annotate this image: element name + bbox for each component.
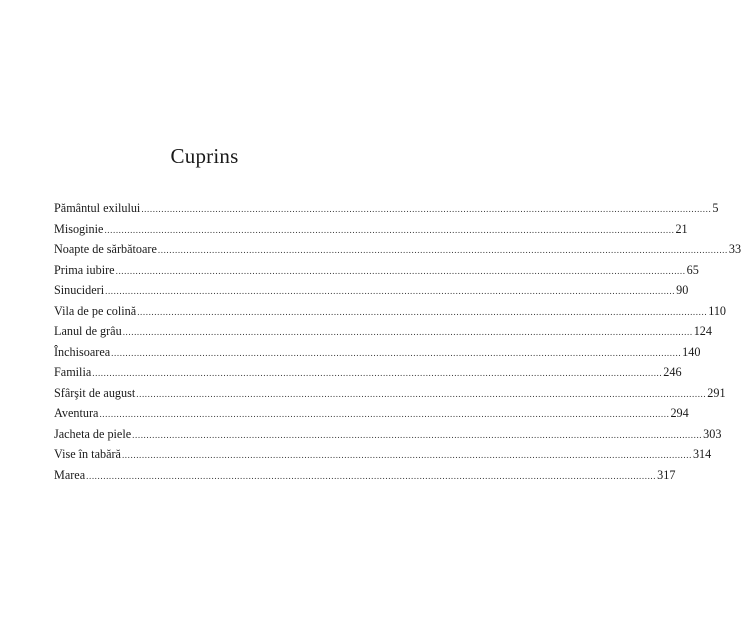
page-title: Cuprins bbox=[170, 144, 239, 168]
toc-entry-title: Familia bbox=[54, 365, 92, 379]
toc-entry-title: Pământul exilului bbox=[54, 201, 141, 215]
toc-entry-title: Prima iubire bbox=[54, 262, 115, 277]
toc-entry-title: Jacheta de piele bbox=[54, 426, 132, 441]
toc-entry-page: 291 bbox=[707, 385, 726, 400]
dot-leader: ........................................................................................................................................................................................................ bbox=[132, 429, 703, 440]
dot-leader: ........................................................................................................................................................................................................ bbox=[115, 265, 686, 276]
toc-entry bbox=[54, 362, 682, 383]
toc-entry bbox=[54, 424, 722, 445]
toc-entry-title: Noapte de sărbătoare bbox=[54, 242, 157, 256]
toc-entry-page: 317 bbox=[657, 467, 676, 482]
dot-leader: ........................................................................................................................................................................................................ bbox=[137, 306, 708, 317]
toc-entry-title: Vila de pe colină bbox=[54, 303, 137, 318]
toc-entry bbox=[54, 444, 712, 465]
toc-entry bbox=[54, 260, 699, 281]
toc-entry bbox=[54, 239, 741, 260]
toc-entry-title: Vise în tabără bbox=[54, 447, 121, 461]
toc-entry-page: 124 bbox=[693, 324, 712, 338]
dot-leader: ........................................................................................................................................................................................................ bbox=[105, 286, 676, 296]
dot-leader: ........................................................................................................................................................................................................ bbox=[111, 347, 682, 358]
dot-leader: ........................................................................................................................................................................................................ bbox=[141, 204, 712, 214]
toc-entry bbox=[54, 321, 712, 342]
dot-leader: ........................................................................................................................................................................................................ bbox=[99, 409, 670, 419]
dot-leader: ........................................................................................................................................................................................................ bbox=[157, 245, 728, 255]
toc-entry-title: Aventura bbox=[54, 406, 99, 420]
toc-entry-page: 5 bbox=[712, 201, 719, 215]
toc-entry-page: 246 bbox=[663, 365, 682, 379]
toc-entry-page: 65 bbox=[686, 262, 699, 277]
toc-entry-page: 294 bbox=[670, 406, 689, 420]
toc-entry bbox=[54, 301, 727, 322]
toc-entry-page: 140 bbox=[682, 344, 701, 359]
toc-entry-page: 314 bbox=[692, 447, 712, 461]
toc-entry bbox=[54, 280, 689, 301]
table-of-contents bbox=[54, 198, 741, 485]
toc-entry-title: Sinucideri bbox=[54, 283, 105, 297]
toc-entry-title: Marea bbox=[54, 467, 86, 482]
dot-leader: ........................................................................................................................................................................................................ bbox=[121, 450, 692, 460]
dot-leader: ........................................................................................................................................................................................................ bbox=[122, 327, 693, 337]
dot-leader: ........................................................................................................................................................................................................ bbox=[92, 368, 663, 378]
toc-entry bbox=[54, 198, 719, 219]
dot-leader: ........................................................................................................................................................................................................ bbox=[86, 470, 657, 481]
toc-entry bbox=[54, 403, 689, 424]
toc-entry-page: 303 bbox=[703, 426, 722, 441]
dot-leader: ........................................................................................................................................................................................................ bbox=[104, 224, 675, 235]
toc-entry bbox=[54, 219, 688, 240]
toc-entry bbox=[54, 465, 676, 486]
toc-entry-title: Lanul de grâu bbox=[54, 324, 122, 338]
toc-entry-page: 110 bbox=[708, 303, 727, 318]
toc-entry-title: Sfârşit de august bbox=[54, 385, 136, 400]
toc-entry-page: 90 bbox=[676, 283, 689, 297]
toc-entry bbox=[54, 383, 726, 404]
dot-leader: ........................................................................................................................................................................................................ bbox=[136, 388, 707, 399]
toc-entry-title: Închisoarea bbox=[54, 344, 111, 359]
toc-entry-page: 33 bbox=[728, 242, 741, 256]
toc-entry bbox=[54, 342, 701, 363]
toc-entry-page: 21 bbox=[675, 221, 688, 236]
toc-entry-title: Misoginie bbox=[54, 221, 104, 236]
